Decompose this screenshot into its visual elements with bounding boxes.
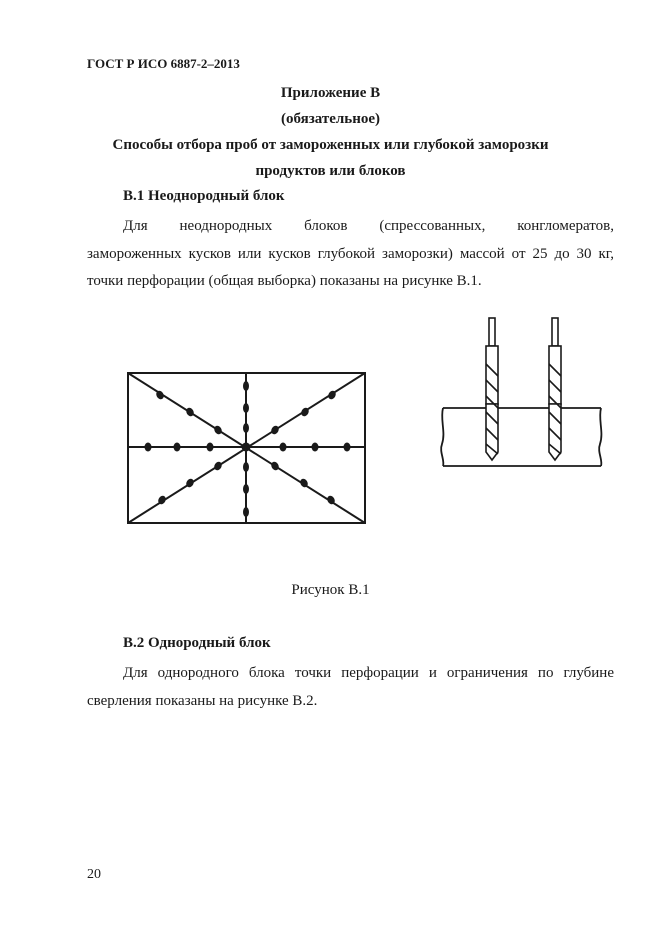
drill-bit-left (486, 318, 498, 460)
section-b1-line1: Для неоднородных блоков (спрессованных, конгломератов, (123, 218, 614, 234)
section-b2-heading: В.2 Однородный блок (123, 635, 271, 651)
appendix-heading-line2: продуктов или блоков (255, 163, 406, 179)
page-number: 20 (87, 867, 101, 882)
figure-caption: Рисунок В.1 (291, 582, 370, 598)
section-b1-heading: В.1 Неоднородный блок (123, 188, 285, 204)
block-cross-section (441, 408, 601, 466)
section-b1-line2: замороженных кусков или кусков глубокой заморозки) массой от 25 до 30 кг, (87, 246, 614, 262)
appendix-heading-line1: Способы отбора проб от замороженных или глубокой заморозки (112, 137, 549, 153)
drill-bit-right (549, 318, 561, 460)
section-b1-line3: точки перфорации (общая выборка) показаны на рисунке В.1. (87, 273, 482, 289)
appendix-title: Приложение В (280, 85, 381, 101)
appendix-status: (обязательное) (280, 111, 381, 127)
standard-header: ГОСТ Р ИСО 6887-2–2013 (87, 56, 240, 71)
section-b2-line2: сверления показаны на рисунке В.2. (87, 693, 318, 709)
section-b2-line1: Для однородного блока точки перфорации и ограничения по глубине (123, 665, 614, 681)
